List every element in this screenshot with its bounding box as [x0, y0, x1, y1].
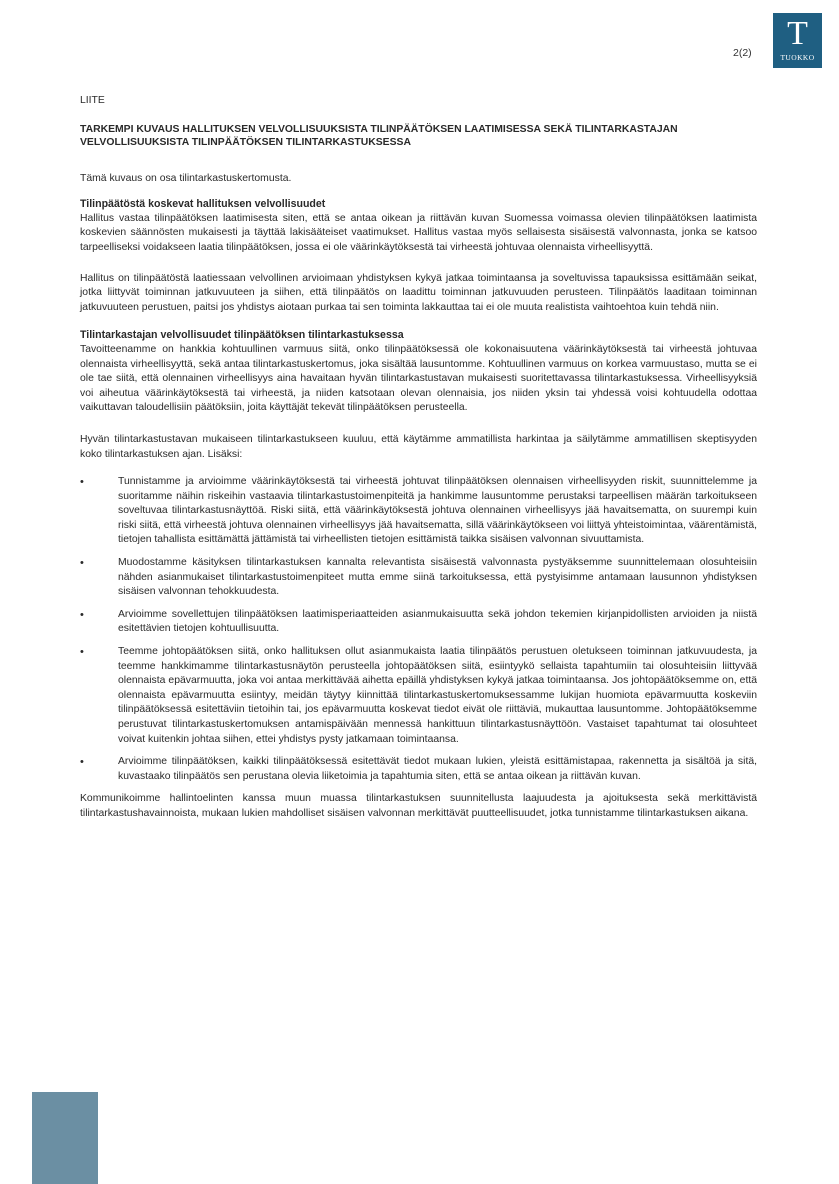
bullet-marker: •	[80, 476, 84, 489]
section1-paragraph-2: Hallitus on tilinpäätöstä laatiessaan velvollinen arvioimaan yhdistyksen kykyä jatkaa toimintaansa ja soveltuvissa tapauksissa esittämään seikat, jotka liittyvät toiminnan jatkuvuuteen ja siihen, että tilinpäätös on laadittu toiminnan jatkuvuuden perusteen. Tilinpäätös laaditaan toiminnan jatkuvuuteen perustuen, paitsi jos yhdistys aiotaan purkaa tai sen toiminta lakkauttaa tai ei ole muuta realistista vaihtoehtoa kuin tehdä niin.	[80, 272, 757, 313]
bullet-marker: •	[80, 608, 84, 621]
list-item-text: Arvioimme sovellettujen tilinpäätöksen laatimisperiaatteiden asianmukaisuutta sekä johdon tekemien kirjanpidollisten arvioiden ja niistä esitettävien tietojen kohtuullisuutta.	[118, 608, 757, 635]
logo-letter: T	[787, 15, 808, 52]
logo-name: TUOKKO	[780, 53, 815, 62]
list-item	[80, 645, 757, 747]
intro-text: Tämä kuvaus on osa tilintarkastuskertomusta.	[80, 172, 292, 184]
bullet-marker: •	[80, 756, 84, 769]
attachment-heading: LIITE	[80, 95, 105, 106]
list-item-text: Muodostamme käsityksen tilintarkastuksen kannalta relevantista sisäisestä valvonnasta pystyäksemme suunnittelemaan olosuhteisiin nähden asianmukaiset tilintarkastustoimenpiteet mutta emme siinä tarkoituksessa, että pystyisimme antamaan lausunnon yhdistyksen sisäisen valvonnan tehokkuudesta.	[118, 557, 757, 598]
duties-list	[80, 475, 757, 784]
section2-paragraph-2: Hyvän tilintarkastustavan mukaiseen tilintarkastukseen kuuluu, että käytämme ammatillista harkintaa ja säilytämme ammatillisen skeptisyyden koko tilintarkastuksen ajan. Lisäksi:	[80, 433, 757, 460]
footer-color-block	[32, 1092, 98, 1184]
section2-heading: Tilintarkastajan velvollisuudet tilinpäätöksen tilintarkastuksessa	[80, 329, 404, 342]
tuokko-logo	[773, 13, 822, 68]
list-item	[80, 475, 757, 548]
section2-paragraph-1: Tavoitteenamme on hankkia kohtuullinen varmuus siitä, onko tilinpäätöksessä ole kokonaisuutena väärinkäytöksestä tai virheestä johtuvaa olennaista virheellisyyttä, sekä antaa tilintarkastuskertomus, joka sisältää lausuntomme. Kohtuullinen varmuus on korkea varmuustaso, mutta se ei ole tae siitä, että olennainen virheellisyys aina havaitaan hyvän tilintarkastustavan mukaisesti suoritettavassa tilintarkastuksessa. Virheellisyyksiä voi aiheutua väärinkäytöksestä tai virheestä, ja niiden katsotaan olevan olennaisia, jos niiden yksin tai yhdessä voisi kohtuudella odottaa vaikuttavan taloudellisiin päätöksiin, joita käyttäjät tekevät tilinpäätöksen perusteella.	[80, 343, 757, 414]
list-item	[80, 556, 757, 600]
list-item	[80, 608, 757, 637]
page-number: 2(2)	[733, 47, 752, 59]
list-item-text: Tunnistamme ja arvioimme väärinkäytöksestä tai virheestä johtuvat tilinpäätöksen olennaisen virheellisyyden riskit, suunnittelemme ja suoritamme näihin riskeihin vastaavia tilintarkastustoimenpiteitä ja hankimme lausuntomme perustaksi tarpeellisen määrän tarkoitukseen soveltuvaa tilintarkastusnäyttöä. Riski siitä, että väärinkäytöksestä johtuva olennainen virheellisyys jää havaitsematta, on suurempi kuin riski siitä, että virheestä johtuva olennainen virheellisyys jää havaitsematta, sillä väärinkäytökseen voi liittyä yhteistoimintaa, väärentämistä, tietojen tahallista esittämättä jättämistä tai virheellisten tietojen esittämistä taikka sisäisen valvonnan sivuuttamista.	[118, 476, 757, 546]
bullet-marker: •	[80, 557, 84, 570]
section1-heading: Tilinpäätöstä koskevat hallituksen velvollisuudet	[80, 198, 326, 211]
bullet-marker: •	[80, 646, 84, 659]
list-item-text: Teemme johtopäätöksen siitä, onko hallituksen ollut asianmukaista laatia tilinpäätös perustuen oletukseen toiminnan jatkuvuudesta, ja teemme hankkimamme tilintarkastusnäytön perusteella johtopäätöksen siitä, esiintyykö sellaista tapahtumiin tai olosuhteisiin liittyvää olennaista epävarmuutta, joka voi antaa merkittävää aihetta epäillä yhdistyksen kykyä jatkaa toimintaansa. Jos johtopäätöksemme on, että olennaista epävarmuutta esiintyy, meidän täytyy kiinnittää tilintarkastuskertomuksessamme lukijan huomiota epävarmuutta koskeviin tilinpäätöksessä esitettäviin tietoihin tai, jos epävarmuutta koskevat tiedot eivät ole riittäviä, mukauttaa lausuntomme. Johtopäätöksemme perustuvat tilintarkastuskertomuksen antamispäivään mennessä hankittuun tilintarkastusnäyttöön. Vastaiset tapahtumat tai olosuhteet voivat kuitenkin johtaa siihen, ettei yhdistys pysty jatkamaan toimintaansa.	[118, 646, 757, 745]
section1-paragraph-1: Hallitus vastaa tilinpäätöksen laatimisesta siten, että se antaa oikean ja riittävän kuvan Suomessa voimassa olevien tilinpäätöksen laatimista koskevien säännösten mukaisesti ja täyttää lakisääteiset vaatimukset. Hallitus vastaa myös sellaisesta sisäisestä valvonnasta, jonka se katsoo tarpeelliseksi voidakseen laatia tilinpäätöksen, jossa ei ole väärinkäytöksestä tai virheestä johtuvaa olennaista virheellisyyttä.	[80, 212, 757, 253]
list-item-text: Arvioimme tilinpäätöksen, kaikki tilinpäätöksessä esitettävät tiedot mukaan lukien, yleistä esittämistapaa, rakennetta ja sisältöä ja sitä, kuvastaako tilinpäätös sen perustana olevia liiketoimia ja tapahtumia siten, että se antaa oikean ja riittävän kuvan.	[118, 756, 757, 782]
document-body	[80, 94, 757, 822]
section2-paragraph-3: Kommunikoimme hallintoelinten kanssa muun muassa tilintarkastuksen suunnitellusta laajuudesta ja ajoituksesta sekä merkittävistä tilintarkastushavainnoista, mukaan lukien mahdolliset sisäisen valvonnan merkittävät puutteellisuudet, jotka tunnistamme tilintarkastuksen aikana.	[80, 793, 757, 819]
list-item	[80, 755, 757, 784]
main-heading: TARKEMPI KUVAUS HALLITUKSEN VELVOLLISUUKSISTA TILINPÄÄTÖKSEN LAATIMISESSA SEKÄ TILINTARKASTAJAN VELVOLLISUUKSISTA TILINPÄÄTÖKSEN TILINTARKASTUKSESSA	[80, 123, 678, 148]
